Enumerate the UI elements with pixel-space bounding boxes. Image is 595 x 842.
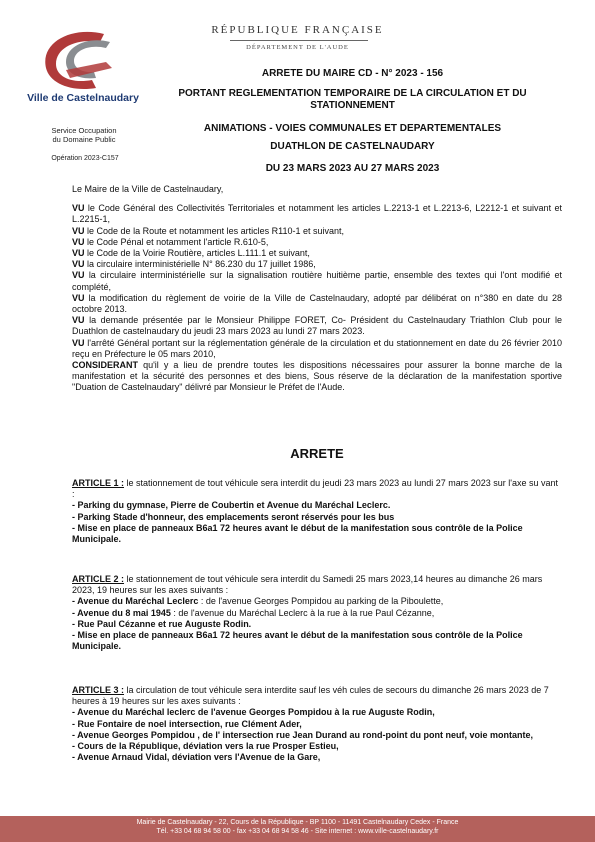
vu-clause: VU l'arrêté Général portant sur la réglementation générale de la circulation et du stationnement en date du 26 février 2010 reçu en Préfecture le 05 mars 2010, (72, 337, 562, 359)
decree-subject-line1: PORTANT REGLEMENTATION TEMPORAIRE DE LA CIRCULATION ET DU (178, 88, 527, 99)
decree-event-name: DUATHLON DE CASTELNAUDARY (270, 141, 435, 152)
article-2-label: ARTICLE 2 : (72, 574, 125, 584)
arrete-heading: ARRETE (290, 446, 344, 461)
republic-title: RÉPUBLIQUE FRANÇAISE (211, 24, 384, 36)
republic-divider (230, 40, 368, 41)
decree-event-type: ANIMATIONS - VOIES COMMUNALES ET DEPARTEMENTALES (203, 123, 502, 134)
department-title: DÉPARTEMENT DE L'AUDE (246, 44, 349, 51)
service-name: Service Occupation du Domaine Public (51, 126, 117, 144)
considerant-clause: CONSIDERANT qu'il y a lieu de prendre toutes les dispositions nécessaires pour assurer la bonne marche de la manifestation et la sécurité des personnes et des biens, Sous réserve de la déclaration de la manifestation sportive "Duation de Castelnaudary" délivré par Monsieur le Préfet de l'Aude. (72, 360, 562, 393)
city-name: Ville de Castelnaudary (27, 92, 139, 104)
vu-clause: VU le Code Pénal et notamment l'article R.610-5, (72, 236, 269, 247)
operation-number: Opération 2023-C157 (51, 155, 119, 162)
article-1-label: ARTICLE 1 : (72, 478, 125, 488)
vu-clause: VU la circulaire interministérielle sur la signalisation routière huitième partie, ensemble des textes qui l'ont modifié et complété, (72, 270, 562, 292)
list-item: - Mise en place de panneaux B6a1 72 heures avant le début de la manifestation sous contrôle de la Police Municipale. (72, 522, 523, 545)
article-1: ARTICLE 1 : le stationnement de tout véhicule sera interdit du jeudi 23 mars 2023 au lundi 27 mars 2023 sur l'axe su vant : - Parking du gymnase, Pierre de Coubertin et Avenue du Maréchal Leclerc. - Parking Stade d'honneur, des emplacements seront réservés pour les bus - Mise en place de panneaux B6a1 72 heures avant le début de la manifestation sous contrôle de la Police Municipale. (72, 478, 562, 545)
list-item: - Parking du gymnase, Pierre de Coubertin et Avenue du Maréchal Leclerc. (72, 500, 391, 511)
list-item: - Rue Fontaire de noel intersection, rue Clément Ader, (72, 718, 302, 729)
list-item: - Cours de la République, déviation vers la rue Prosper Estieu, (72, 741, 339, 752)
list-item: - Parking Stade d'honneur, des emplacements seront réservés pour les bus (72, 511, 395, 522)
city-logo (26, 28, 136, 98)
list-item: - Avenue du Maréchal leclerc de l'avenue Georges Pompidou à la rue Auguste Rodin, (72, 707, 435, 718)
article-2: ARTICLE 2 : le stationnement de tout véhicule sera interdit du Samedi 25 mars 2023,14 heures au dimanche 26 mars 2023, 19 heures sur les axes suivants : - Avenue du Maréchal Leclerc : de l'avenue Georges Pompidou au parking de la Piboulette, - Avenue du 8 mai 1945 : de l'avenue du Maréchal Leclerc à la rue à la rue Paul Cézanne, - Rue Paul Cézanne et rue Auguste Rodin. - Mise en place de panneaux B6a1 72 heures avant le début de la manifestation sous contrôle de la Police Municipale. (72, 574, 562, 652)
vu-clause: VU le Code de la Voirie Routière, articles L.111.1 et suivant, (72, 248, 310, 259)
list-item: - Rue Paul Cézanne et rue Auguste Rodin. (72, 618, 252, 629)
vu-clause: VU la circulaire interministérielle N° 86.230 du 17 juillet 1986, (72, 259, 316, 270)
preamble (72, 184, 562, 394)
decree-dates: DU 23 MARS 2023 AU 27 MARS 2023 (265, 163, 440, 174)
vu-clause: VU la demande présentée par le Monsieur Philippe FORET, Co- Président du Castelnaudary Triathlon Club pour le Duathlon de castelnaudary du jeudi 23 mars 2023 au lundi 27 mars 2023. (72, 315, 562, 337)
footer (0, 816, 595, 842)
list-item: - Avenue du Maréchal Leclerc : de l'avenue Georges Pompidou au parking de la Piboulette, (72, 596, 444, 607)
vu-clause: VU la modification du règlement de voirie de la Ville de Castelnaudary, adopté par délibérat on n°380 en date du 28 octobre 2013. (72, 292, 562, 315)
article-3-label: ARTICLE 3 : (72, 685, 125, 695)
decree-subject-line2: STATIONNEMENT (310, 100, 395, 111)
list-item: - Avenue Arnaud Vidal, déviation vers l'Avenue de la Gare, (72, 752, 321, 763)
vu-clause: VU le Code de la Route et notamment les articles R110-1 et suivant, (72, 225, 345, 236)
decree-number: ARRETE DU MAIRE CD - N° 2023 - 156 (261, 68, 444, 79)
vu-clause: VU le Code Général des Collectivités Territoriales et notamment les articles L.2213-1 et L.2213-6, L2212-1 et suivant et L.2215-1, (72, 203, 562, 225)
footer-address: Mairie de Castelnaudary - 22, Cours de la République - BP 1100 - 11491 Castelnaudary Cedex - France (136, 819, 459, 826)
list-item: - Mise en place de panneaux B6a1 72 heures avant le début de la manifestation sous contrôle de la Police Municipale. (72, 630, 523, 652)
footer-contact: Tél. +33 04 68 94 58 00 - fax +33 04 68 94 58 46 - Site internet : www.ville-castelnaudary.fr (156, 828, 439, 835)
article-3: ARTICLE 3 : la circulation de tout véhicule sera interdite sauf les véh cules de secours du dimanche 26 mars 2023 de 7 heures à 19 heures sur les axes suivants : - Avenue du Maréchal leclerc de l'avenue Georges Pompidou à la rue Auguste Rodin, - Rue Fontaire de noel intersection, rue Clément Ader, - Avenue Georges Pompidou , de l' intersection rue Jean Durand au rond-point du pont neuf, voie montante, - Cours de la République, déviation vers la rue Prosper Estieu, - Avenue Arnaud Vidal, déviation vers l'Avenue de la Gare, (72, 685, 562, 763)
preamble-intro: Le Maire de la Ville de Castelnaudary, (72, 184, 224, 194)
list-item: - Avenue Georges Pompidou , de l' intersection rue Jean Durand au rond-point du pont neuf, voie montante, (72, 729, 534, 740)
list-item: - Avenue du 8 mai 1945 : de l'avenue du Maréchal Leclerc à la rue à la rue Paul Cézanne, (72, 607, 435, 618)
